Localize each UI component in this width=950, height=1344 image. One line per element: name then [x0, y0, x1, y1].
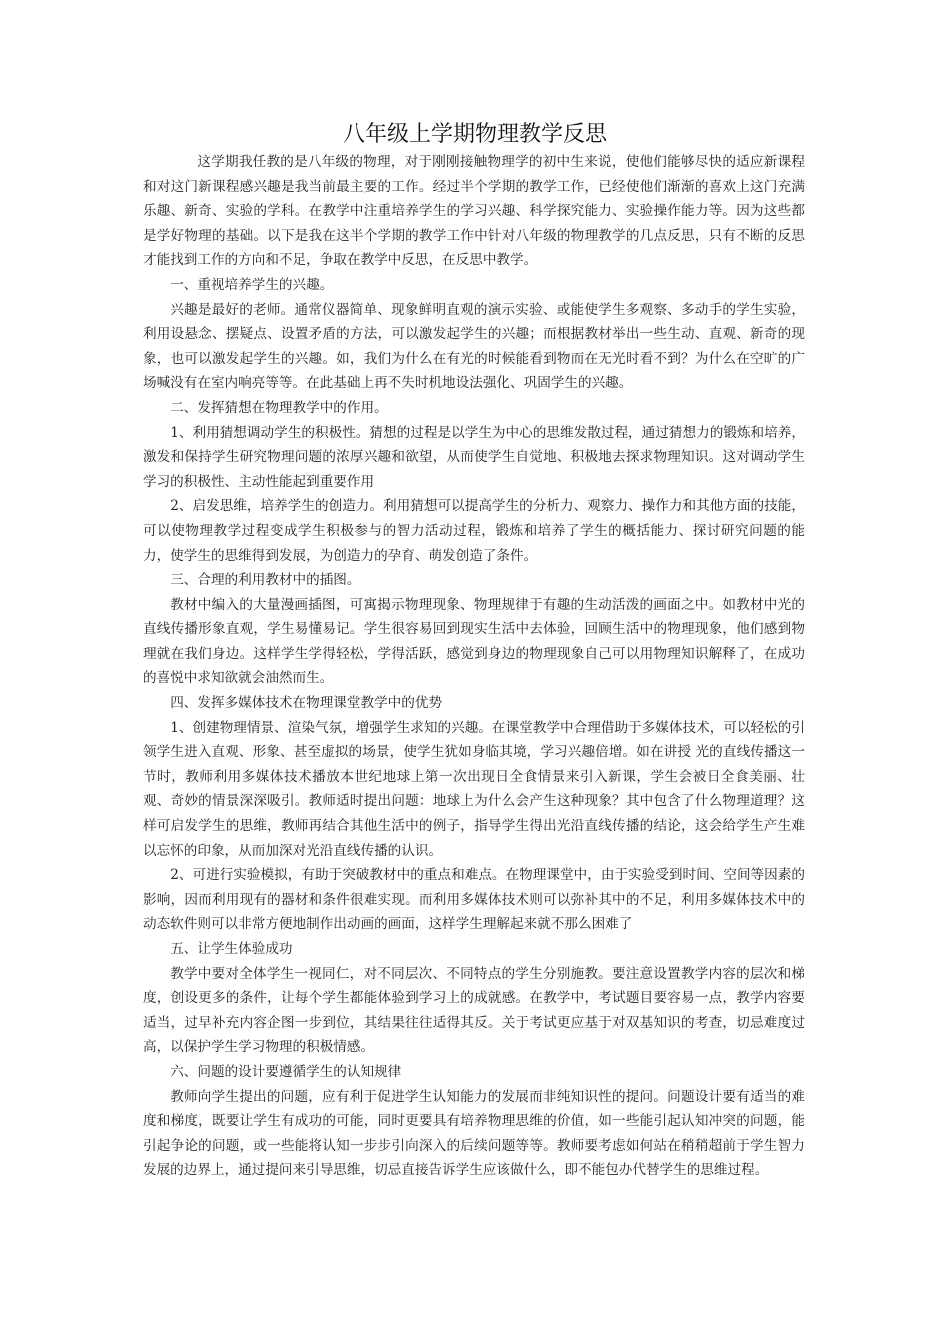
body-paragraph: 2、启发思维，培养学生的创造力。利用猜想可以提高学生的分析力、观察力、操作力和其他方面的技能，可以使物理教学过程变成学生积极参与的智力活动过程，锻炼和培养了学生的概括能力、探讨研究问题的能力，使学生的思维得到发展，为创造力的孕育、萌发创造了条件。 — [143, 498, 805, 564]
body-paragraph: 教学中要对全体学生一视同仁，对不同层次、不同特点的学生分别施教。要注意设置教学内容的层次和梯度，创设更多的条件，让每个学生都能体验到学习上的成就感。在教学中，考试题目要容易一点，教学内容要适当，过早补充内容企图一步到位，其结果往往适得其反。关于考试更应基于对双基知识的考查，切忌难度过高，以保护学生学习物理的积极情感。 — [143, 965, 805, 1056]
body-paragraph: 教师向学生提出的问题，应有利于促进学生认知能力的发展而非纯知识性的提问。问题设计要有适当的难度和梯度，既要让学生有成功的可能，同时更要具有培养物理思维的价值，如一些能引起认知冲突的问题，能引起争论的问题，或一些能将认知一步步引向深入的后续问题等等。教师要考虑如何站在稍稍超前于学生智力发展的边界上，通过提问来引导思维，切忌直接告诉学生应该做什么，即不能包办代替学生的思维过程。 — [143, 1088, 805, 1179]
body-paragraph: 1、创建物理情景、渲染气氛，增强学生求知的兴趣。在课堂教学中合理借助于多媒体技术，可以轻松的引领学生进入直观、形象、甚至虚拟的场景，使学生犹如身临其境，学习兴趣倍增。如在讲授 光的直线传播这一节时，教师利用多媒体技术播放本世纪地球上第一次出现日全食情景来引入新课，学生会被日全食美丽、壮观、奇妙的情景深深吸引。教师适时提出问题：地球上为什么会产生这种现象？其中包含了什么物理道理？这样可启发学生的思维，教师再结合其他生活中的例子，指导学生得出光沿直线传播的结论，这会给学生产生难以忘怀的印象，从而加深对光沿直线传播的认识。 — [143, 719, 805, 859]
section-heading-4: 四、发挥多媒体技术在物理课堂教学中的优势 — [170, 695, 443, 712]
document-body — [143, 150, 805, 1183]
section-heading-1: 一、重视培养学生的兴趣。 — [170, 276, 334, 293]
body-paragraph: 教材中编入的大量漫画插图，可寓揭示物理现象、物理规律于有趣的生动活泼的画面之中。如教材中光的直线传播形象直观，学生易懂易记。学生很容易回到现实生活中去体验，回顾生活中的物理现象，他们感到物理就在我们身边。这样学生学得轻松，学得活跃，感觉到身边的物理现象自己可以用物理知识解释了，在成功的喜悦中求知欲就会油然而生。 — [143, 596, 805, 687]
section-heading-6: 六、问题的设计要遵循学生的认知规律 — [170, 1063, 402, 1080]
section-heading-5: 五、让学生体验成功 — [170, 941, 293, 957]
body-paragraph: 兴趣是最好的老师。通常仪器简单、现象鲜明直观的演示实验、或能使学生多观察、多动手的学生实验，利用设悬念、摆疑点、设置矛盾的方法，可以激发起学生的兴趣；而根据教材举出一些生动、直观、新奇的现象，也可以激发起学生的兴趣。如，我们为什么在有光的时候能看到物而在无光时看不到？为什么在空旷的广场喊没有在室内响亮等等。在此基础上再不失时机地设法强化、巩固学生的兴趣。 — [143, 301, 805, 392]
section-heading-3: 三、合理的利用教材中的插图。 — [170, 572, 361, 589]
intro-paragraph: 这学期我任教的是八年级的物理，对于刚刚接触物理学的初中生来说，使他们能够尽快的适应新课程和对这门新课程感兴趣是我当前最主要的工作。经过半个学期的教学工作，已经使他们渐渐的喜欢上这门充满乐趣、新奇、实验的学科。在教学中注重培养学生的学习兴趣、科学探究能力、实验操作能力等。因为这些都是学好物理的基础。以下是我在这半个学期的教学工作中针对八年级的物理教学的几点反思，只有不断的反思才能找到工作的方向和不足，争取在教学中反思，在反思中教学。 — [143, 154, 805, 269]
section-heading-2: 二、发挥猜想在物理教学中的作用。 — [170, 399, 388, 416]
body-paragraph: 1、利用猜想调动学生的积极性。猜想的过程是以学生为中心的思维发散过程，通过猜想力的锻炼和培养，激发和保持学生研究物理问题的浓厚兴趣和欲望，从而使学生自觉地、积极地去探求物理知识。这对调动学生学习的积极性、主动性能起到重要作用 — [143, 424, 805, 490]
document-title: 八年级上学期物理教学反思 — [342, 122, 607, 147]
body-paragraph: 2、可进行实验模拟，有助于突破教材中的重点和难点。在物理课堂中，由于实验受到时间、空间等因素的影响，因而利用现有的器材和条件很难实现。而利用多媒体技术则可以弥补其中的不足，利用多媒体技术中的动态软件则可以非常方便地制作出动画的画面，这样学生理解起来就不那么困难了 — [143, 867, 805, 933]
